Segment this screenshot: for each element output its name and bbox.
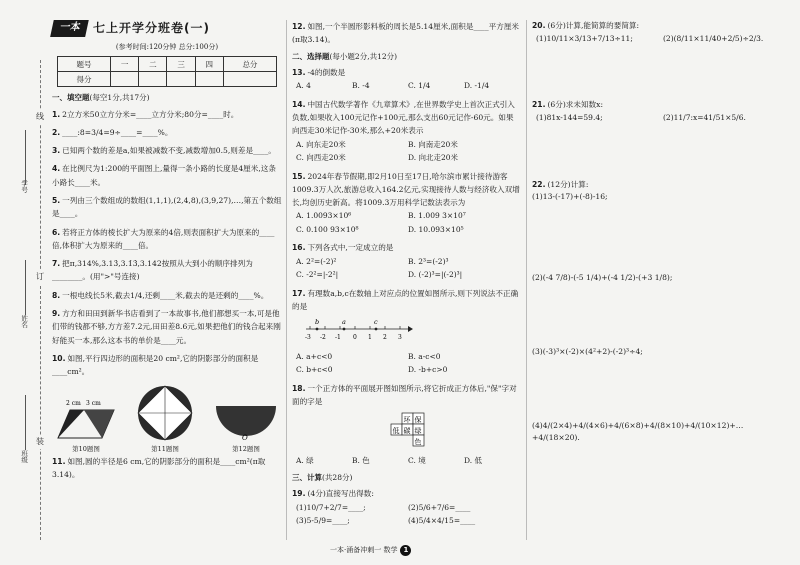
question-2: [52, 126, 282, 139]
score-cell: 一: [111, 57, 139, 72]
question-8: [52, 289, 282, 302]
parallelogram-figure: [56, 398, 116, 442]
option-a[interactable]: A. 2²=(-2)²: [296, 256, 337, 266]
score-input-cell[interactable]: [139, 72, 167, 87]
section-title: 一、填空题: [52, 93, 90, 103]
item: (4)4/(2×4)+4/(4×6)+4/(6×8)+4/(8×10)+4/(10×12)+…+4/(18×20).: [532, 420, 744, 442]
score-cell: 二: [139, 57, 167, 72]
cube-cell: 色: [414, 438, 422, 447]
tick: [320, 326, 326, 341]
item: (3)(-3)³×(-2)×(4²+2)-(-2)³÷4;: [532, 346, 643, 356]
option-b[interactable]: B. 色: [352, 456, 370, 466]
item: (1)13-(-17)+(-8)-16;: [532, 192, 608, 202]
question-20: [532, 20, 790, 46]
cube-cell: 碳: [403, 427, 411, 436]
page-number: 1: [400, 545, 411, 556]
tick-label: 0: [353, 334, 357, 342]
question-text: 如图,一个半圆形影料板的周长是5.14厘米,面积是____平方厘米(π取3.14)。: [292, 22, 520, 45]
options: [292, 454, 520, 468]
question-11: [52, 455, 282, 482]
exam-title: 七上开学分班卷(一): [93, 20, 210, 35]
section-note: (每空1分,共17分): [89, 93, 150, 103]
question-number: 8.: [52, 290, 61, 300]
answer-space[interactable]: [532, 284, 790, 346]
question-4: [52, 162, 282, 189]
answer-space[interactable]: [532, 358, 790, 420]
options: [292, 138, 520, 165]
student-name-label: 姓名: [20, 315, 29, 328]
question-number: 5.: [52, 196, 61, 206]
items: [292, 501, 520, 528]
question-number: 2.: [52, 127, 61, 137]
page-footer: [330, 545, 411, 556]
tick-label: 3: [398, 334, 402, 342]
option-a[interactable]: A. 1.0093×10⁶: [296, 211, 352, 221]
tick: [368, 326, 372, 341]
options: [292, 209, 520, 236]
score-table-score-row: [58, 72, 277, 87]
question-number: 7.: [52, 259, 61, 269]
option-a[interactable]: A. 向东走20米: [296, 139, 346, 149]
circle-square-figure: [136, 384, 194, 442]
option-c[interactable]: C. 1/4: [408, 81, 431, 91]
question-text: 一个正方体的平面展开图如图所示,将它折成正方体后,"保"字对面的字是: [292, 383, 517, 406]
tick: [398, 326, 402, 341]
option-d[interactable]: D. -b+c>0: [408, 365, 448, 375]
tick-label: -2: [320, 334, 326, 342]
question-1: [52, 108, 282, 121]
score-cell: 得分: [58, 72, 111, 87]
option-c[interactable]: C. 0.100 93×10⁸: [296, 224, 359, 234]
exam-header: [52, 20, 282, 37]
question-19: [292, 487, 520, 527]
center-label: O: [242, 434, 248, 443]
tick: [383, 326, 387, 341]
binding-margin: [0, 0, 52, 565]
score-cell: 题号: [58, 57, 111, 72]
question-text: 如图,平行四边形的面积是20 cm²,它的阴影部分的面积是____cm²。: [52, 353, 259, 377]
section-3-heading: [292, 473, 520, 482]
question-number: 15.: [292, 171, 306, 181]
option-b[interactable]: B. 向南走20米: [408, 139, 458, 149]
question-number: 6.: [52, 227, 61, 237]
student-id-line[interactable]: [25, 130, 26, 185]
question-text: 方方和田田到新华书店看到了一本故事书,他们都想买一本,可是他们带的钱都不够,方方差7.2元,田田差8.6元,如果把他们的钱合起来刚好能买一本,那么这本书的单价是____元。: [52, 309, 281, 345]
option-a[interactable]: A. 绿: [296, 456, 314, 466]
cut-label-ding: 订: [36, 270, 44, 284]
cut-line: [40, 60, 41, 540]
question-number: 9.: [52, 309, 61, 318]
option-c[interactable]: C. -2²=|-2²|: [296, 270, 339, 280]
question-number: 13.: [292, 67, 306, 77]
score-cell: 三: [167, 57, 195, 72]
question-6: [52, 226, 282, 253]
question-text: (4分)直接写出得数:: [307, 489, 374, 499]
question-number: 10.: [52, 353, 66, 363]
cut-label-xian: 线: [36, 110, 44, 124]
score-input-cell[interactable]: [195, 72, 223, 87]
question-text: 一列由三个数组成的数组(1,1,1),(2,4,8),(3,9,27),…,第五个数组是____。: [52, 196, 282, 219]
question-number: 20.: [532, 21, 546, 30]
figure-12-caption: 第12题图: [232, 444, 260, 453]
question-number: 22.: [532, 180, 546, 190]
option-b[interactable]: B. a-c<0: [408, 351, 441, 361]
figure-11: [136, 384, 194, 452]
question-number: 17.: [292, 288, 306, 298]
tick-label: -3: [305, 334, 311, 342]
column-3: [532, 20, 790, 449]
question-number: 12.: [292, 22, 306, 31]
tick-label: -1: [335, 334, 341, 342]
option-b[interactable]: B. -4: [352, 81, 370, 91]
question-number: 16.: [292, 243, 306, 253]
items: [532, 111, 790, 125]
item: (2)(-4 7/8)-(-5 1/4)+(-4 1/2)-(+3 1/8);: [532, 272, 673, 282]
question-13: [292, 66, 520, 93]
option-a[interactable]: A. 4: [296, 81, 311, 91]
item: (2)(8/11×11/40+2/5)÷2/3.: [663, 34, 764, 44]
question-10: [52, 352, 282, 379]
answer-space[interactable]: [532, 129, 790, 179]
dim-label-3cm: 3 cm: [86, 400, 101, 408]
column-1: [52, 20, 282, 486]
question-text: 如图,圆的半径是6 cm,它的阴影部分的面积是____cm²(π取3.14)。: [52, 456, 266, 479]
question-number: 3.: [52, 146, 61, 156]
question-number: 14.: [292, 99, 306, 109]
item: (4)5/4×4/15=____: [408, 516, 476, 526]
svg-text:c: c: [374, 318, 378, 327]
question-text: 把π,314%,3.13̇,3.1̇3̇,3.142按照从大到小的顺序排列为________。(用">"号连接): [52, 259, 253, 282]
svg-text:a: a: [342, 318, 346, 327]
question-5: [52, 194, 282, 221]
student-name-line[interactable]: [25, 260, 26, 315]
question-text: 2立方米50立方分米=____立方分米;80分=____时。: [62, 109, 239, 119]
question-text: 2024年春节假期,即2月10日至17日,哈尔滨市累计接待游客1009.3万人次,旅游总收入164.2亿元,实现接待人数与经济收入双增长,均创历史新高。将1009.3万用科学记数法表示为: [292, 171, 520, 208]
class-label: 班级: [20, 450, 29, 463]
number-line: [304, 317, 520, 347]
question-number: 21.: [532, 99, 546, 109]
point-c: [374, 318, 378, 330]
question-text: 下列各式中,一定成立的是: [307, 243, 394, 253]
option-d[interactable]: D. 10.093×10⁵: [408, 224, 464, 234]
question-text: ____:8=3/4=9÷____=____%。: [62, 127, 173, 137]
answer-space[interactable]: [532, 51, 790, 99]
option-b[interactable]: B. 2³=(-2)³: [408, 256, 449, 266]
question-18: [292, 382, 520, 468]
score-input-cell[interactable]: [167, 72, 195, 87]
question-text: 一根电线长5米,截去1/4,还剩____米,截去的是还剩的____%。: [62, 290, 269, 300]
column-divider: [526, 20, 527, 540]
item: (2)5/6+7/6=____: [408, 502, 471, 512]
options: [292, 79, 520, 93]
tick: [353, 326, 357, 341]
option-d[interactable]: D. 低: [464, 456, 483, 466]
question-number: 1.: [52, 109, 61, 119]
question-17: [292, 287, 520, 377]
tick: [305, 326, 311, 341]
score-table-header-row: [58, 57, 277, 72]
figure-10-caption: 第10题图: [72, 444, 100, 453]
question-14: [292, 98, 520, 165]
point-b: [315, 318, 319, 330]
question-number: 19.: [292, 489, 306, 499]
option-d[interactable]: D. -1/4: [464, 81, 490, 91]
cut-label-zhuang: 装: [36, 435, 44, 449]
question-text: 若将正方体的棱长扩大为原来的4倍,则表面积扩大为原来的____倍,体积扩大为原来的____倍。: [52, 227, 275, 250]
column-divider: [286, 20, 287, 540]
figure-11-caption: 第11题图: [151, 444, 179, 453]
section-title: 二、选择题: [292, 51, 330, 61]
exam-meta: (参考时间:120分钟 总分:100分): [115, 42, 219, 51]
tick: [335, 326, 341, 341]
semicircle-figure: [214, 402, 278, 442]
figure-10: [56, 398, 116, 452]
option-c[interactable]: C. 向西走20米: [296, 153, 346, 163]
question-16: [292, 241, 520, 281]
cube-cell: 低: [392, 427, 400, 436]
question-text: 在比例尺为1:200的平面图上,量得一条小路的长度是4厘米,这条小路长____米。: [52, 164, 276, 187]
question-text: (6分)求未知数x:: [547, 99, 604, 109]
cube-net-svg: [384, 412, 438, 448]
student-id-label: 学号: [20, 180, 29, 193]
answer-space[interactable]: [532, 204, 790, 272]
option-b[interactable]: B. 1.009 3×10⁷: [408, 211, 466, 221]
question-9: [52, 307, 282, 347]
item: (3)5-5/9=____;: [296, 516, 350, 526]
item: (1)10/7+2/7=____;: [296, 502, 366, 512]
question-text: 已知两个数的差是a,如果被减数不变,减数增加0.5,则差是____。: [62, 146, 276, 156]
options: [292, 350, 520, 377]
option-d[interactable]: D. (-2)³=|(-2)³|: [408, 270, 463, 280]
option-d[interactable]: D. 向北走20米: [408, 153, 459, 163]
section-note: (每小题2分,共12分): [329, 51, 398, 61]
cube-cell: 绿: [414, 427, 422, 436]
question-text: 中国古代数学著作《九章算术》,在世界数学史上首次正式引入负数,如果收入100元记作+100元,那么支出60元记作-60元。如果向西走30米记作-30米,那么+20米表示: [292, 99, 515, 136]
point-a: [342, 318, 346, 330]
figure-12: [214, 402, 278, 452]
section-note: (共28分): [322, 472, 353, 482]
number-line-svg: [304, 317, 414, 343]
tick-label: 1: [368, 334, 372, 342]
question-number: 4.: [52, 164, 61, 174]
item: (2)11/7:x=41/51×5/6.: [663, 112, 746, 122]
figure-row: [52, 384, 282, 452]
question-number: 11.: [52, 456, 66, 466]
score-cell: 总分: [223, 57, 276, 72]
dim-label-2cm: 2 cm: [66, 400, 81, 408]
section-title: 三、计算: [292, 472, 322, 482]
section-2-heading: [292, 52, 520, 61]
question-21: [532, 99, 790, 125]
tick-label: 2: [383, 334, 387, 342]
cube-net: [384, 412, 520, 452]
question-15: [292, 170, 520, 237]
option-a[interactable]: A. a+c<0: [296, 351, 333, 361]
question-7: [52, 257, 282, 284]
items: [532, 32, 790, 46]
option-c[interactable]: C. 境: [408, 456, 426, 466]
question-text: (12分)计算:: [547, 180, 589, 190]
cube-cell: 保: [414, 416, 422, 425]
options: [292, 255, 520, 282]
score-table: [57, 56, 277, 87]
question-text: -4的倒数是: [307, 67, 346, 77]
question-3: [52, 144, 282, 157]
section-1-heading: [52, 93, 282, 102]
question-text: 有理数a,b,c在数轴上对应点的位置如图所示,则下列说法不正确的是: [292, 288, 519, 311]
question-text: (6分)计算,能简算的要简算:: [547, 21, 640, 30]
svg-text:b: b: [315, 318, 320, 327]
score-input-cell[interactable]: [111, 72, 139, 87]
column-2: [292, 20, 520, 533]
score-input-cell[interactable]: [223, 72, 276, 87]
item: (1)10/11×3/13+7/13÷11;: [536, 34, 633, 44]
option-c[interactable]: C. b+c<0: [296, 365, 333, 375]
brand-logo: 一本: [50, 20, 89, 37]
question-12: [292, 20, 520, 47]
class-line[interactable]: [25, 395, 26, 450]
cube-cell: 环: [403, 416, 411, 425]
question-number: 18.: [292, 383, 306, 393]
item: (1)81x-144=59.4;: [536, 112, 603, 122]
footer-text: 一本·涌备冲刺一 数学: [330, 546, 398, 554]
score-cell: 四: [195, 57, 223, 72]
question-22: [532, 179, 790, 444]
